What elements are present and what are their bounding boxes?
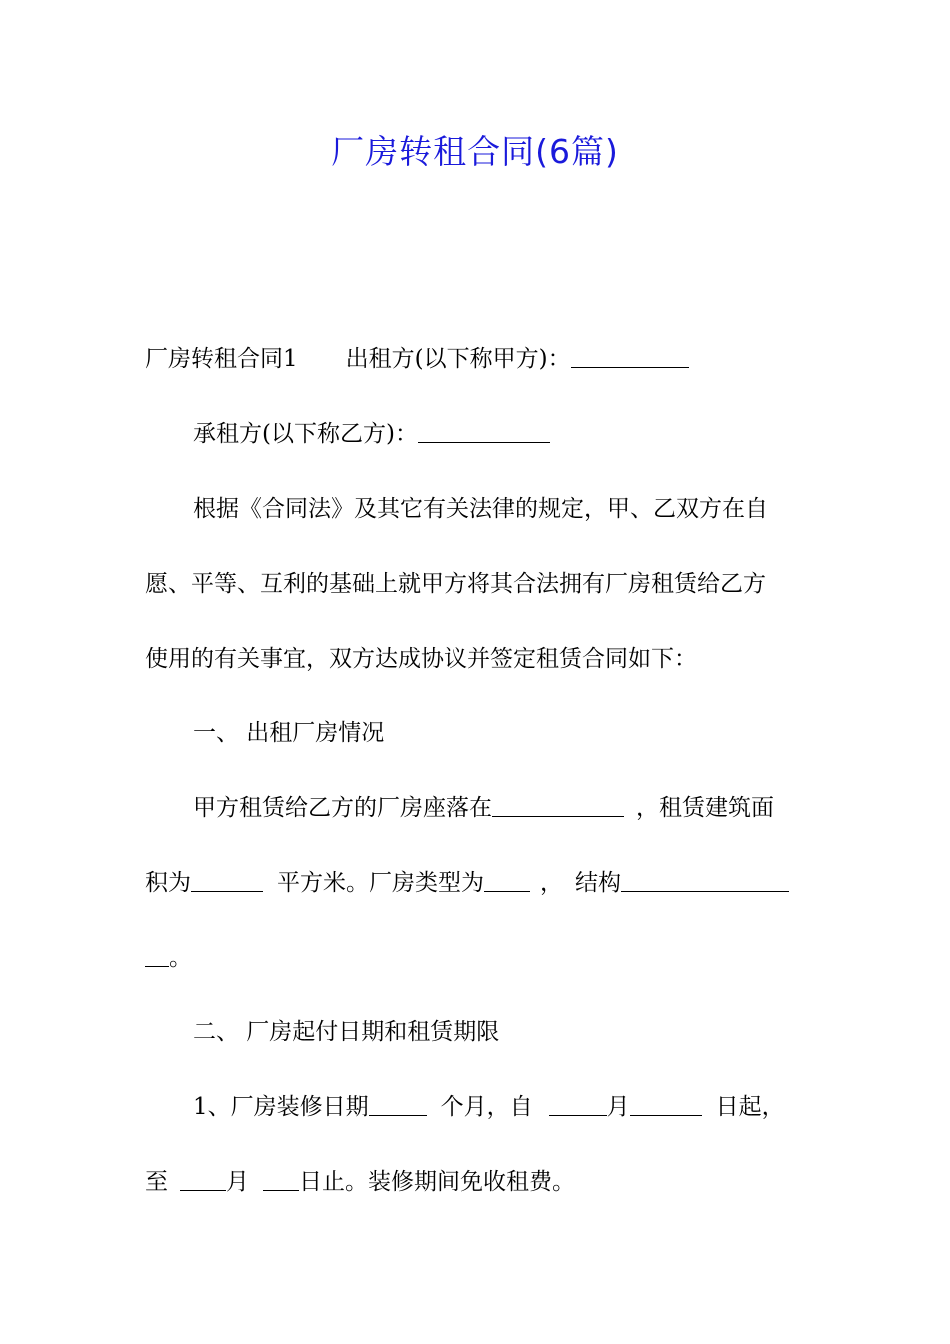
document-title: 厂房转租合同(6篇): [331, 132, 619, 171]
lessee-blank: [418, 420, 550, 443]
area-blank: [191, 869, 263, 892]
contract-heading: 厂房转租合同1: [145, 346, 298, 372]
area-prefix: 积为: [145, 870, 191, 896]
start-day-label: 日起，: [715, 1094, 785, 1120]
structure-blank: [621, 869, 789, 892]
section-1-heading: 一、 出租厂房情况: [193, 720, 385, 746]
location-blank: [492, 794, 624, 817]
lessee-line: [193, 417, 863, 451]
section-1-line-1: [193, 791, 863, 825]
structure-blank-continued: [145, 944, 169, 967]
lessor-blank: [571, 345, 689, 368]
months-from-label: 个月，自: [440, 1094, 533, 1120]
preamble-line-3: 使用的有关事宜，双方达成协议并签定租赁合同如下：: [145, 646, 697, 672]
renovation-label: 1、厂房装修日期: [193, 1094, 369, 1120]
preamble-line-1: 根据《合同法》及其它有关法律的规定，甲、乙双方在自: [193, 496, 768, 522]
end-month-blank: [180, 1168, 226, 1191]
start-day-blank: [630, 1093, 702, 1116]
renovation-months-blank: [369, 1093, 427, 1116]
type-blank: [484, 869, 530, 892]
end-month-label: 月: [226, 1169, 249, 1195]
section-1-line-2: [145, 866, 815, 900]
area-label: ，租赁建筑面: [636, 795, 774, 821]
section-1-line-3: [145, 941, 815, 975]
type-comma: ，: [540, 870, 563, 896]
preamble-line-2: 愿、平等、互利的基础上就甲方将其合法拥有厂房租赁给乙方: [145, 571, 766, 597]
start-month-blank: [549, 1093, 607, 1116]
end-day-blank: [263, 1168, 299, 1191]
contract-heading-line: [145, 342, 815, 376]
lessee-label: 承租方(以下称乙方)：: [193, 421, 418, 447]
structure-label: 结构: [575, 870, 621, 896]
type-label: 平方米。厂房类型为: [277, 870, 484, 896]
section-2-line-1: [193, 1090, 863, 1124]
section-2-heading: 二、 厂房起付日期和租赁期限: [193, 1019, 500, 1045]
lessor-label: 出租方(以下称甲方)：: [345, 346, 571, 372]
start-month-label: 月: [606, 1094, 630, 1120]
end-day-label: 日止。装修期间免收租费。: [299, 1169, 575, 1195]
section-1-end: 。: [169, 945, 192, 971]
section-2-line-2: [145, 1165, 815, 1199]
location-label: 甲方租赁给乙方的厂房座落在: [193, 795, 492, 821]
until-label: 至: [145, 1169, 168, 1195]
